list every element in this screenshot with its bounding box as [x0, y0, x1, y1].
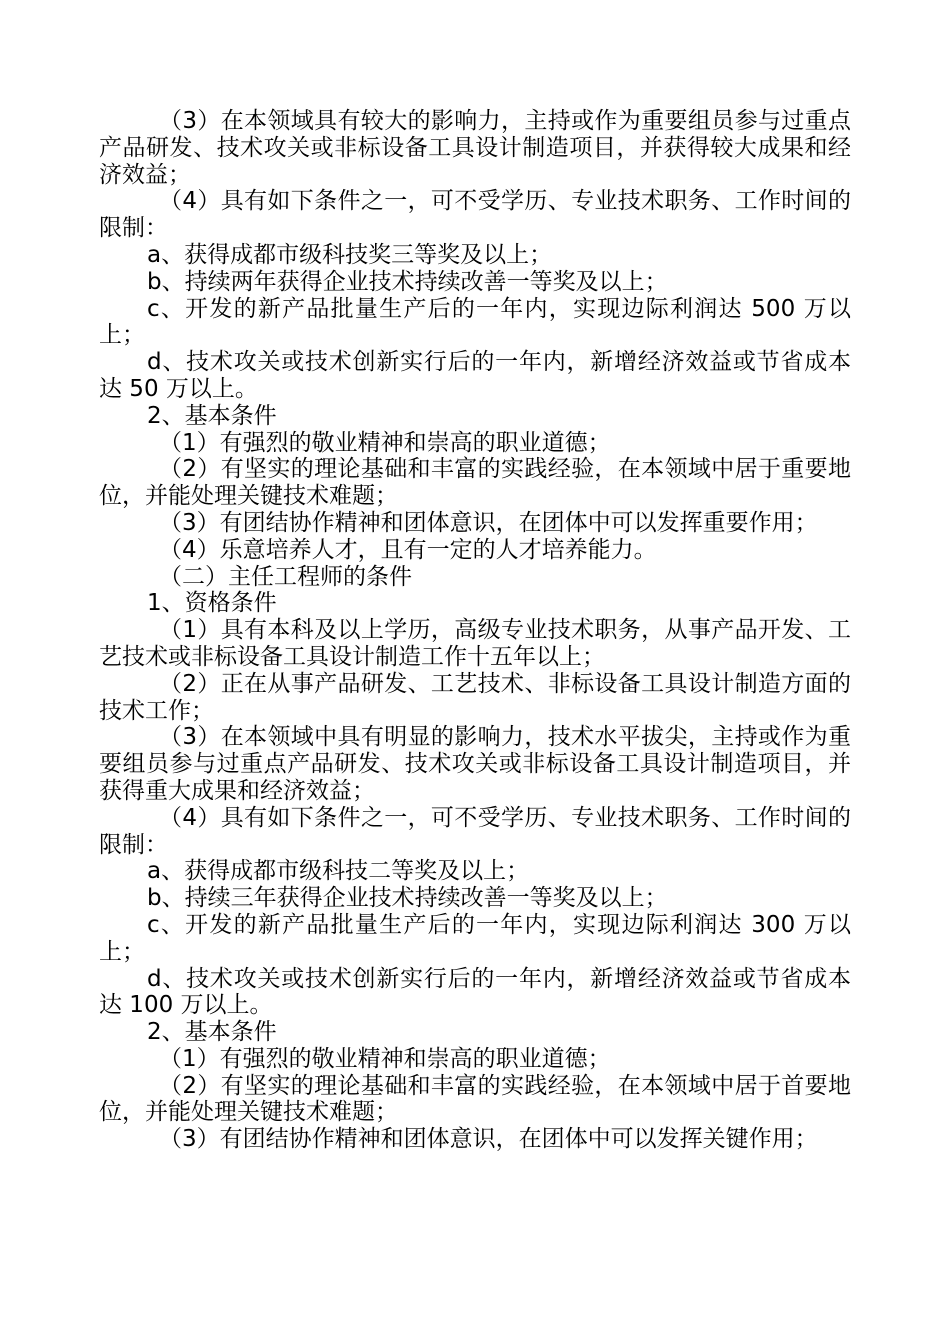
paragraph: （2）有坚实的理论基础和丰富的实践经验，在本领域中居于首要地位，并能处理关键技术难题；: [99, 1072, 851, 1126]
paragraph: a、获得成都市级科技二等奖及以上；: [147, 858, 530, 885]
paragraph: c、开发的新产品批量生产后的一年内，实现边际利润达 300 万以上；: [99, 911, 851, 965]
paragraph: （2）有坚实的理论基础和丰富的实践经验，在本领域中居于重要地位，并能处理关键技术难题；: [99, 456, 851, 510]
paragraph: c、开发的新产品批量生产后的一年内，实现边际利润达 500 万以上；: [99, 295, 851, 349]
paragraph: （3）有团结协作精神和团体意识，在团体中可以发挥重要作用；: [159, 509, 818, 536]
paragraph: b、持续三年获得企业技术持续改善一等奖及以上；: [147, 885, 668, 912]
paragraph: a、获得成都市级科技奖三等奖及以上；: [147, 241, 553, 268]
paragraph: d、技术攻关或技术创新实行后的一年内，新增经济效益或节省成本达 100 万以上。: [99, 965, 851, 1019]
paragraph: （1）有强烈的敬业精神和崇高的职业道德；: [159, 1045, 611, 1072]
paragraph: （3）在本领域具有较大的影响力，主持或作为重要组员参与过重点产品研发、技术攻关或非标设备工具设计制造项目，并获得较大成果和经济效益；: [99, 108, 851, 188]
document-body: [99, 108, 851, 1153]
paragraph: （1）具有本科及以上学历，高级专业技术职务，从事产品开发、工艺技术或非标设备工具设计制造工作十五年以上；: [99, 617, 851, 670]
paragraph: （3）在本领域中具有明显的影响力，技术水平拔尖，主持或作为重要组员参与过重点产品研发、技术攻关或非标设备工具设计制造项目，并获得重大成果和经济效益；: [99, 724, 851, 804]
paragraph: （4）乐意培养人才，且有一定的人才培养能力。: [159, 536, 657, 563]
paragraph: （2）正在从事产品研发、工艺技术、非标设备工具设计制造方面的技术工作；: [99, 670, 851, 724]
paragraph: d、技术攻关或技术创新实行后的一年内，新增经济效益或节省成本达 50 万以上。: [99, 349, 851, 402]
paragraph: （4）具有如下条件之一，可不受学历、专业技术职务、工作时间的限制：: [99, 804, 851, 858]
section-heading: 2、基本条件: [147, 402, 277, 429]
section-heading: 2、基本条件: [147, 1019, 277, 1046]
paragraph: （4）具有如下条件之一，可不受学历、专业技术职务、工作时间的限制：: [99, 188, 851, 242]
paragraph: （3）有团结协作精神和团体意识，在团体中可以发挥关键作用；: [159, 1126, 818, 1153]
section-heading: （二）主任工程师的条件: [159, 563, 412, 590]
paragraph: （1）有强烈的敬业精神和崇高的职业道德；: [159, 429, 611, 456]
section-heading: 1、资格条件: [147, 590, 277, 617]
paragraph: b、持续两年获得企业技术持续改善一等奖及以上；: [147, 268, 668, 295]
